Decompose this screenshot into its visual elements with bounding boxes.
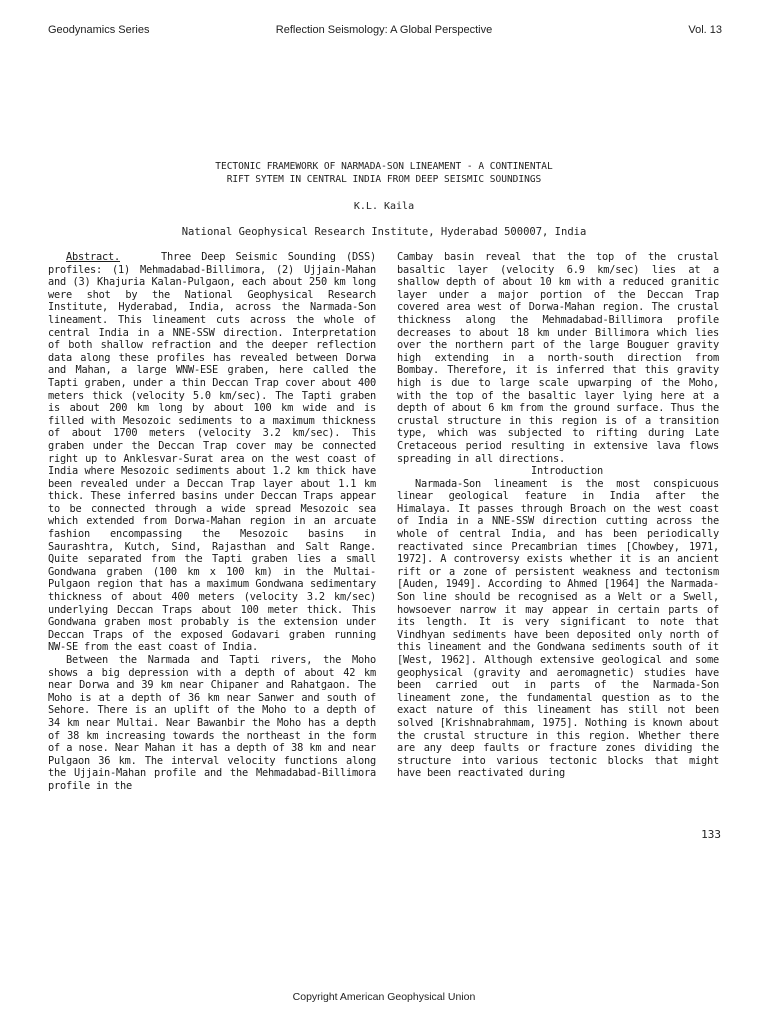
page-number: 133 xyxy=(701,828,721,841)
abstract-label: Abstract. xyxy=(66,251,120,263)
author-affiliation: National Geophysical Research Institute, Hyderabad 500007, India xyxy=(181,226,587,238)
abstract-continuation: Cambay basin reveal that the top of the crustal basaltic layer (velocity 6.9 km/sec) lies at a shallow depth of about 10 km with a reduced granitic layer under a major portion of the Deccan Trap covered area west of Dorwa-Mahan region. The crustal thickness along the Mehmadabad-Billimora profile decreases to about 18 km under Billimora which lies over the northern part of the large Bouguer gravity high extending in a north-south direction from Bombay. Therefore, it is inferred that this gravity high is due to large scale upwarping of the Moho, with the top of the basaltic layer lying here at a depth of about 6 km from the ground surface. Thus the crustal structure in this region is of a transition type, which was subjected to rifting during Late Cretaceous period resulting in extensive lava flows spreading in all directions. xyxy=(397,251,719,465)
introduction-paragraph: Narmada-Son lineament is the most conspicuous linear geological feature in India after the Himalaya. It passes through Broach on the west coast of India in a NNE-SSW direction cutting across the whole of central India, and has been periodically reactivated since Precambrian times [Chowbey, 1971, 1972]. A controversy exists whether it is an ancient rift or a zone of persistent weakness and tectonism [Auden, 1949]. According to Ahmed [1964] the Narmada-Son line should be recognised as a Welt or a Swell, howsoever narrow it may appear in certain parts of its length. It is very significant to note that Vindhyan sediments have been deposited only north of this lineament and the Gondwana sediments south of it [West, 1962]. Although extensive geological and some geophysical (gravity and aeromagnetic) studies have been carried out in parts of the Narmada-Son lineament zone, the fundamental question as to the exact nature of this lineament has still not been solved [Krishnabrahmam, 1975]. Nothing is known about the crustal structure in this region. Whether there are any deep faults or fracture zones dividing the structure into various tectonic blocks that might have been reactivated during xyxy=(397,477,719,780)
series-name: Geodynamics Series xyxy=(48,24,150,36)
paper-title: TECTONIC FRAMEWORK OF NARMADA-SON LINEAMENT - A CONTINENTAL RIFT SYTEM IN CENTRAL INDIA FROM DEEP SEISMIC SOUNDINGS xyxy=(215,161,553,185)
abstract-paragraph-1 xyxy=(48,251,376,654)
paper-heading xyxy=(0,160,768,239)
right-column xyxy=(397,251,719,780)
book-title: Reflection Seismology: A Global Perspective xyxy=(275,24,493,36)
left-column xyxy=(48,251,376,793)
volume-number: Vol. 13 xyxy=(688,24,722,36)
introduction-heading: Introduction xyxy=(531,465,603,478)
paper-author: K.L. Kaila xyxy=(353,201,415,212)
abstract-text-1: Three Deep Seismic Sounding (DSS) profiles: (1) Mehmadabad-Billimora, (2) Ujjain-Mahan and (3) Khajuria Kalan-Pulgaon, each about 250 km long were shot by the National Geophysical Research Institute, Hyderabad, India, across the Narmada-Son lineament. This lineament cuts across the whole of central India in a NNE-SSW direction. Interpretation of both shallow refraction and the deeper reflection data along these profiles has revealed between Dorwa and Mahan, a large WNW-ESE graben, here called the Tapti graben, under a thin Deccan Trap cover about 400 meters thick (velocity 5.0 km/sec). The Tapti graben is about 200 km long by about 100 km wide and is filled with Mesozoic sediments to a maximum thickness of about 1700 meters (velocity 3.2 km/sec). This graben under the Deccan Trap cover may be connected right up to Anklesvar-Surat area on the west coast of India where Mesozoic sediments about 1.2 km thick have been revealed under a Deccan Trap layer about 1.1 km thick. These inferred basins under Deccan Traps appear to be connected through a wide spread Mesozoic sea which extended from Dorwa-Mahan region in an arcuate fashion encompassing the Mesozoic basins in Saurashtra, Kutch, Sind, Rajasthan and Salt Range. Quite separated from the Tapti graben lies a small Gondwana graben (100 km x 100 km) in the Multai-Pulgaon region that has a maximum Gondwana sedimentary thickness of about 400 meters (velocity 3.2 km/sec) underlying Deccan Traps about 100 meter thick. This Gondwana graben most probably is the extension under Deccan Traps of the exposed Godavari graben running NW-SE from the east coast of India. xyxy=(48,251,376,654)
copyright-footer: Copyright American Geophysical Union xyxy=(292,991,476,1003)
abstract-paragraph-2: Between the Narmada and Tapti rivers, the Moho shows a big depression with a depth of about 42 km near Dorwa and 39 km near Chipaner and Rahatgaon. The Moho is at a depth of 36 km near Sanwer and south of Sehore. There is an uplift of the Moho to a depth of 34 km near Multai. Near Bawanbir the Moho has a depth of 38 km increasing towards the northeast in the form of a nose. Near Mahan it has a depth of 38 km and near Pulgaon 36 km. The interval velocity functions along the Ujjain-Mahan profile and the Mehmadabad-Billimora profile in the xyxy=(48,654,376,792)
